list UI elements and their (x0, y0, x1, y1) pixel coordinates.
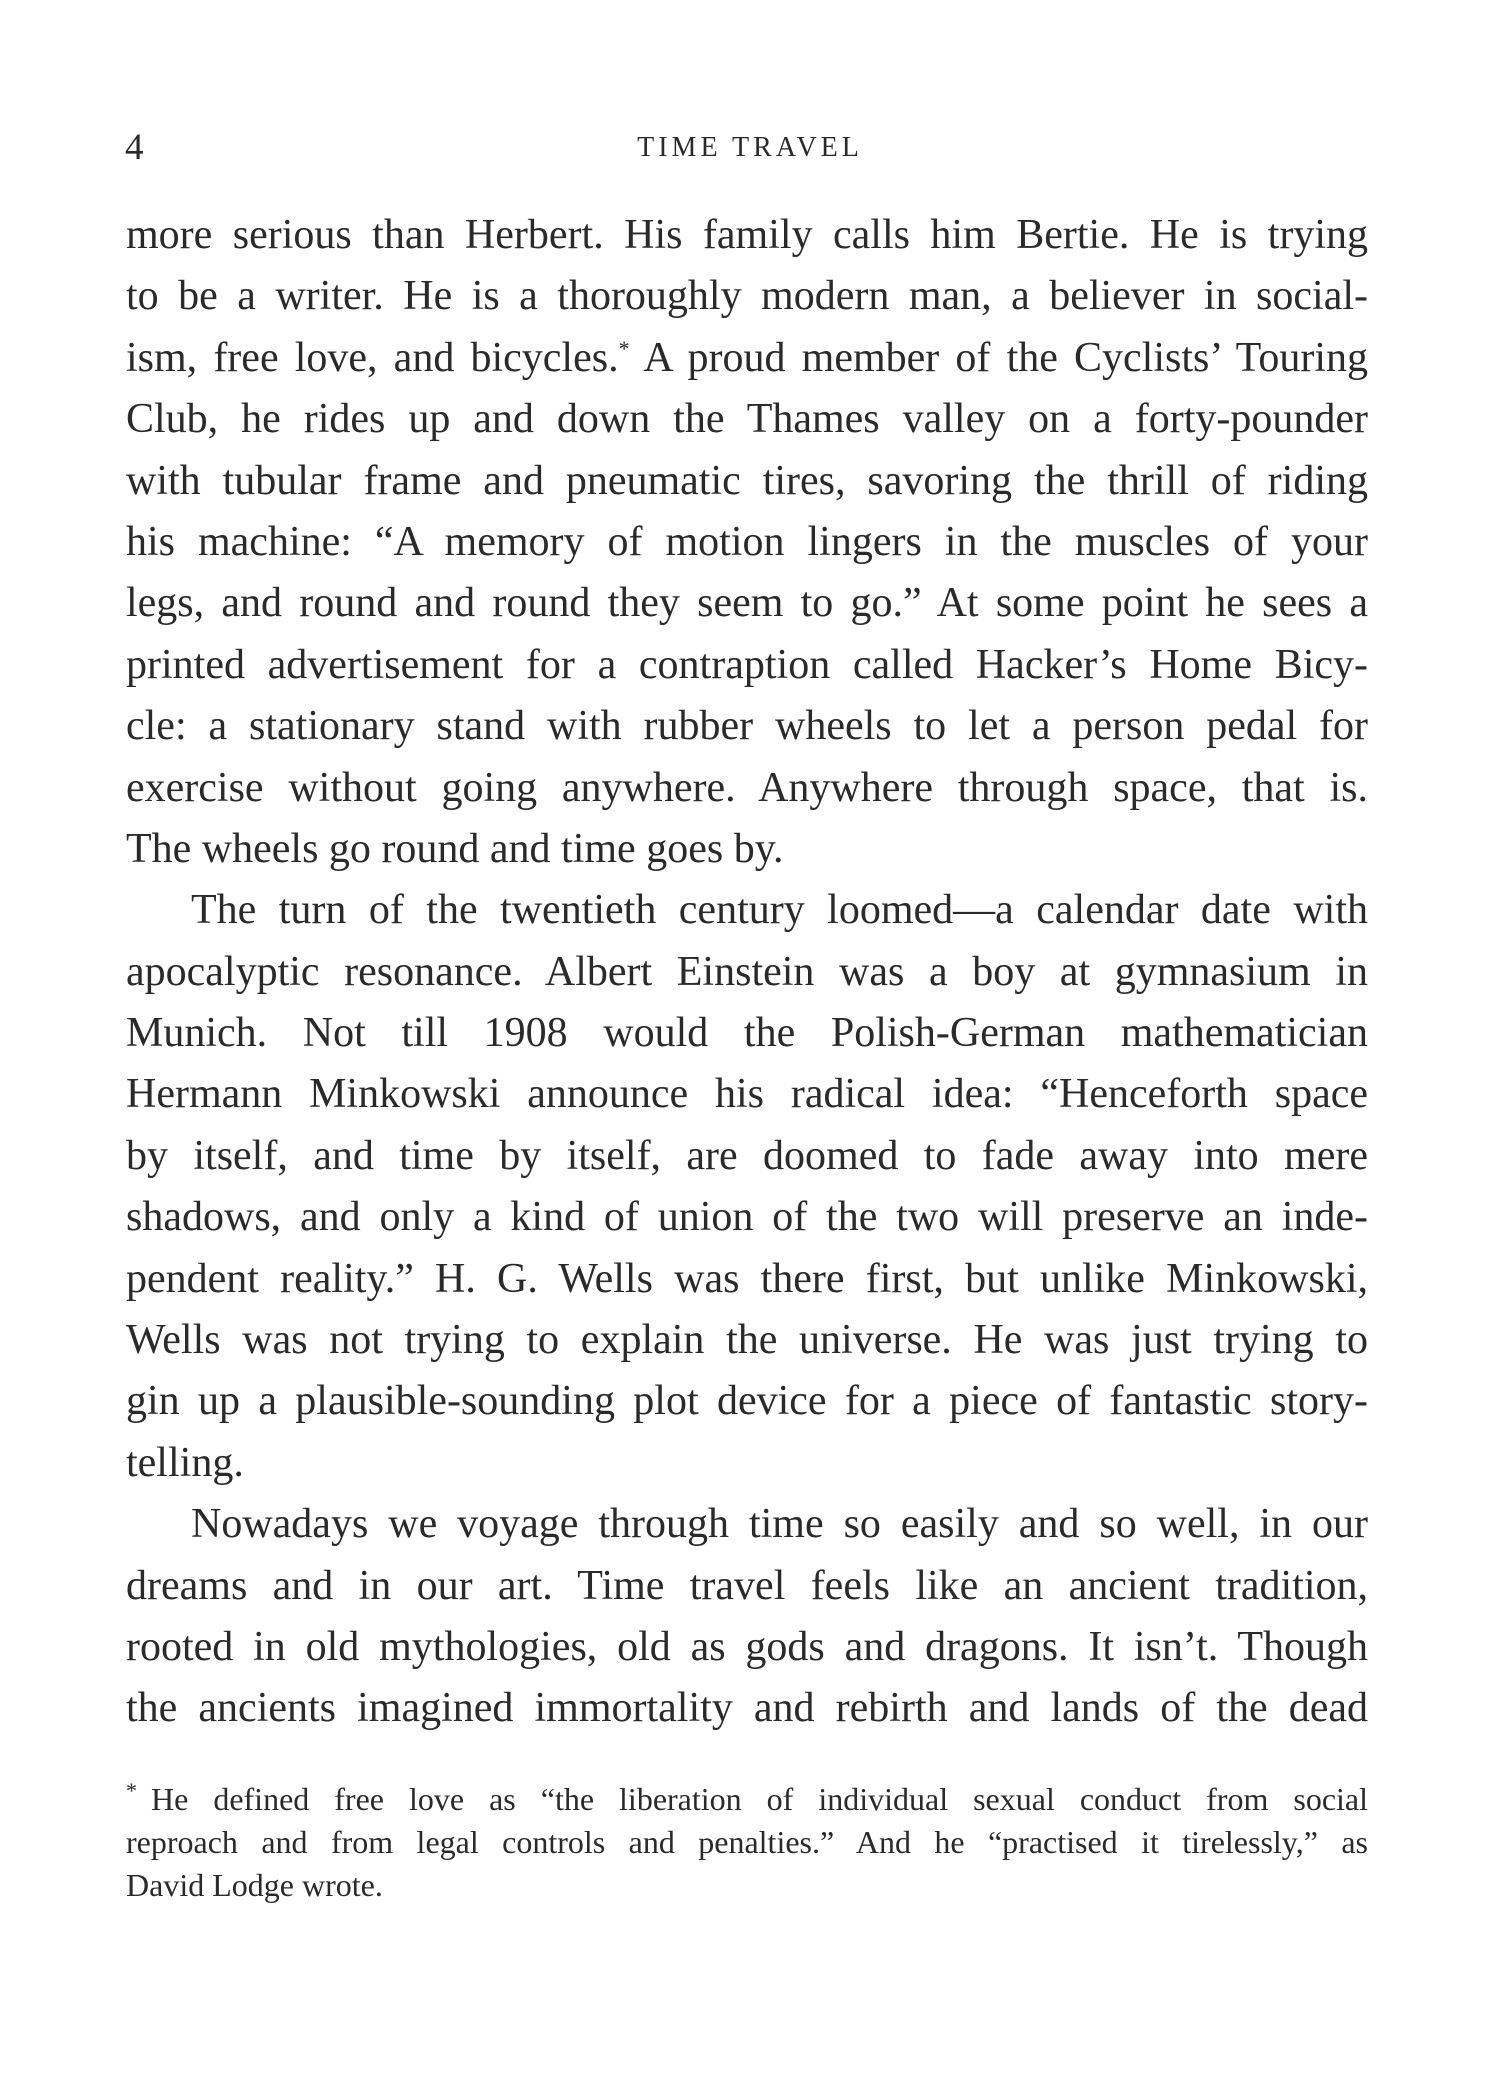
body-line: legs, and round and round they seem to go.” At some point he sees a (126, 580, 1368, 627)
body-line: Club, he rides up and down the Thames valley on a forty-pounder (126, 396, 1368, 443)
body-text (126, 205, 1368, 1740)
footnote-marker: * (126, 1778, 137, 1804)
body-line: exercise without going anywhere. Anywhere through space, that is. (126, 764, 1368, 811)
body-line: cle: a stationary stand with rubber wheels to let a person pedal for (126, 703, 1368, 750)
body-line: apocalyptic resonance. Albert Einstein was a boy at gymnasium in (126, 948, 1368, 995)
footnote-line-text: He defined free love as “the liberation of individual sexual conduct from social (151, 1781, 1368, 1817)
footnote-line: reproach and from legal controls and penalties.” And he “practised it tirelessly,” as (126, 1824, 1368, 1860)
body-line: by itself, and time by itself, are doomed to fade away into mere (126, 1132, 1368, 1179)
body-line: with tubular frame and pneumatic tires, savoring the thrill of riding (126, 457, 1368, 504)
body-line: The wheels go round and time goes by. (126, 825, 784, 872)
footnote (126, 1778, 1368, 1907)
running-head: TIME TRAVEL (637, 132, 863, 163)
body-line: The turn of the twentieth century loomed—a calendar date with (191, 887, 1368, 934)
body-line: shadows, and only a kind of union of the two will preserve an inde- (126, 1194, 1368, 1241)
body-line: printed advertisement for a contraption called Hacker’s Home Bicy- (126, 641, 1368, 688)
footnote-line (126, 1778, 1368, 1821)
body-line: dreams and in our art. Time travel feels like an ancient tradition, (126, 1562, 1368, 1609)
body-line: the ancients imagined immortality and rebirth and lands of the dead (126, 1685, 1368, 1732)
body-line: rooted in old mythologies, old as gods and dragons. It isn’t. Though (126, 1623, 1368, 1670)
body-line: Munich. Not till 1908 would the Polish-German mathematician (126, 1010, 1368, 1057)
body-line: his machine: “A memory of motion lingers in the muscles of your (126, 518, 1368, 565)
body-line (126, 328, 1368, 389)
footnote-reference[interactable]: * (618, 335, 630, 361)
body-line: pendent reality.” H. G. Wells was there first, but unlike Minkowski, (126, 1255, 1368, 1302)
body-line: telling. (126, 1439, 244, 1486)
body-line: more serious than Herbert. His family calls him Bertie. He is trying (126, 212, 1368, 258)
body-line: Wells was not trying to explain the universe. He was just trying to (126, 1317, 1368, 1364)
body-line: Nowadays we voyage through time so easily and so well, in our (191, 1501, 1368, 1548)
footnote-line: David Lodge wrote. (126, 1867, 383, 1903)
body-line-text: A proud member of the Cyclists’ Touring (629, 334, 1368, 381)
body-line: gin up a plausible-sounding plot device for a piece of fantastic story- (126, 1378, 1368, 1425)
body-line: to be a writer. He is a thoroughly modern man, a believer in social- (126, 273, 1368, 320)
body-line-text: ism, free love, and bicycles. (126, 334, 619, 381)
body-line: Hermann Minkowski announce his radical idea: “Henceforth space (126, 1071, 1368, 1118)
page-number: 4 (125, 127, 144, 168)
